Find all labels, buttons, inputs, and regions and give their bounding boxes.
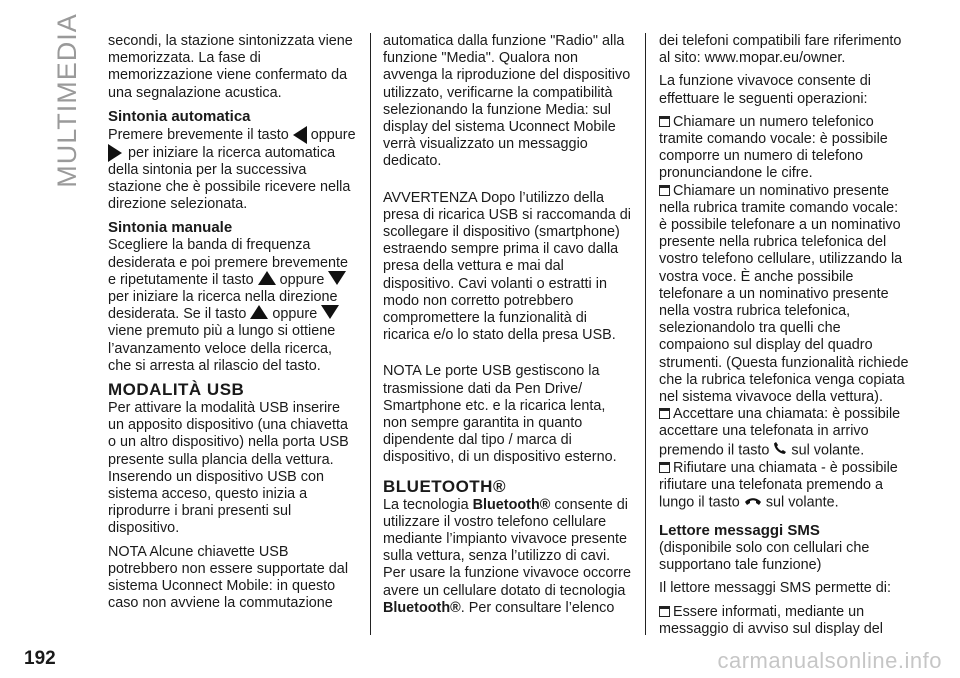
paragraph-auto-tuning — [108, 126, 358, 214]
bullet-icon — [659, 462, 670, 473]
keyword: Bluetooth® — [472, 496, 551, 513]
text: oppure — [272, 306, 318, 323]
text: Essere informati, mediante un messaggio di avviso sul display del — [659, 603, 883, 637]
text: Chiamare un numero telefonico tramite comando vocale: è possibile comporre un numero di telefono pronunciandone le cifre. — [659, 113, 888, 182]
list-item — [659, 604, 909, 638]
text: per iniziare la ricerca automatica della sintonia per la successiva stazione che è possibile ricevere nella direzione selezionata. — [108, 144, 351, 213]
paragraph: La funzione vivavoce consente di effettuare le seguenti operazioni: — [659, 73, 872, 107]
paragraph: secondi, la stazione sintonizzata viene memorizzata. La fase di memorizzazione viene confermato da una segnalazione acustica. — [108, 33, 353, 101]
keyword: Bluetooth® — [383, 599, 461, 616]
text: Scegliere la banda di frequenza desiderata e poi premere brevemente e ripetutamente il tasto — [108, 237, 348, 288]
text: Chiamare un nominativo presente nella rubrica tramite comando vocale: è possibile telefonare a un nominativo presente nella rubrica telefonica del vostro telefono cellulare, utilizzando la vostra voce. È anche possibile telefonare a un nominativo presente nella vostra rubrica telefonica, selezionandolo tra quelli che compaiono sul display del quadro strumenti. (Questa funzionalità richiede che la rubrica telefonica venga copiata nel sistema vivavoce della vettura). — [659, 182, 909, 406]
bullet-icon — [659, 606, 670, 617]
page-number: 192 — [24, 648, 56, 669]
paragraph: Per attivare la modalità USB inserire un apposito dispositivo (una chiavetta o un altro dispositivo) nella porta USB presente sulla plancia della vettura. Inserendo un dispositivo USB con sistema acceso, questo inizia a riprodurre i brani presenti sul dispositivo. — [108, 400, 349, 537]
column-divider — [370, 33, 371, 635]
heading-modalita-usb: MODALITÀ USB — [108, 380, 245, 400]
text: viene premuto più a lungo si ottiene l’avanzamento veloce della ricerca, che si arresta al rilascio del tasto. — [108, 323, 336, 374]
bullet-icon — [659, 185, 670, 196]
text: Premere brevemente il tasto — [108, 126, 289, 143]
text: La tecnologia — [383, 496, 469, 513]
paragraph-bluetooth — [383, 497, 633, 617]
text: per iniziare la ricerca nella direzione desiderata. Se il tasto — [108, 289, 338, 323]
seek-left-icon — [293, 126, 307, 144]
text: Accettare una chiamata: è possibile accettare una telefonata in arrivo premendo il tasto — [659, 406, 901, 459]
text: Rifiutare una chiamata - è possibile rifiutare una telefonata premendo a lungo il tasto — [659, 459, 898, 511]
heading-lettore-sms: Lettore messaggi SMS — [659, 521, 820, 539]
list-item — [659, 183, 909, 407]
text-column-1 — [108, 33, 358, 612]
text-column-2 — [383, 33, 633, 617]
note-paragraph: NOTA Alcune chiavette USB potrebbero non essere supportate dal sistema Uconnect Mobile: in questo caso non avviene la commutazione — [108, 543, 349, 612]
list-item — [659, 406, 909, 460]
list-item — [659, 114, 909, 183]
heading-bluetooth: BLUETOOTH® — [383, 476, 506, 496]
warning-paragraph: AVVERTENZA Dopo l’utilizzo della presa di ricarica USB si raccomanda di scollegare il dispositivo (smartphone) estraendo sempre prima il cavo dalla presa della vettura e mai dal dispositivo. Cavi volanti o estratti in modo non corretto potrebbero compromettere la funzionalità di ricarica e/o lo stato della presa USB. — [383, 189, 631, 344]
arrow-up-icon — [258, 271, 276, 285]
watermark: carmanualsonline.info — [717, 648, 942, 673]
list-item — [659, 460, 909, 512]
text-column-3 — [659, 33, 909, 638]
text: sul volante. — [765, 494, 839, 511]
heading-sintonia-automatica: Sintonia automatica — [108, 107, 251, 125]
paragraph-manual-tuning — [108, 237, 358, 375]
paragraph: dei telefoni compatibili fare riferimento al sito: www.mopar.eu/owner. — [659, 33, 902, 67]
note-paragraph: NOTA Le porte USB gestiscono la trasmissione dati da Pen Drive/ Smartphone etc. e la ricarica lenta, non sempre garantita in quanto dipendente dal tipo / marca di dispositivo, di un dispositivo esterno. — [383, 363, 617, 466]
text: sul volante. — [791, 442, 865, 459]
arrow-up-icon — [250, 305, 268, 319]
text: oppure — [310, 126, 356, 143]
paragraph: automatica dalla funzione "Radio" alla funzione "Media". Qualora non avvenga la riproduzione del dispositivo utilizzato, verificarne la compatibilità selezionando la funzione Media: sul display del sistema Uconnect Mobile verrà visualizzato un messaggio dedicato. — [383, 33, 631, 170]
text: consente di utilizzare il vostro telefono cellulare mediante l’impianto vivavoce presente sulla vettura, senza l’utilizzo di cavi. Per usare la funzione vivavoce occorre avere un cellulare dotato di tecnologia — [383, 496, 631, 599]
text: oppure — [279, 271, 325, 288]
column-divider — [645, 33, 646, 635]
section-side-title-text: MULTIMEDIA — [51, 12, 82, 188]
arrow-down-icon — [321, 305, 339, 319]
phone-hangup-icon — [744, 494, 762, 511]
bullet-icon — [659, 408, 670, 419]
seek-right-icon — [108, 144, 122, 162]
bullet-icon — [659, 116, 670, 127]
text: . Per consultare l’elenco — [460, 599, 615, 616]
arrow-down-icon — [328, 271, 346, 285]
phone-accept-icon — [773, 441, 787, 460]
paragraph: Il lettore messaggi SMS permette di: — [659, 580, 891, 597]
paragraph: (disponibile solo con cellulari che supportano tale funzione) — [659, 539, 870, 574]
heading-sintonia-manuale: Sintonia manuale — [108, 219, 233, 237]
section-side-title — [51, 12, 82, 188]
